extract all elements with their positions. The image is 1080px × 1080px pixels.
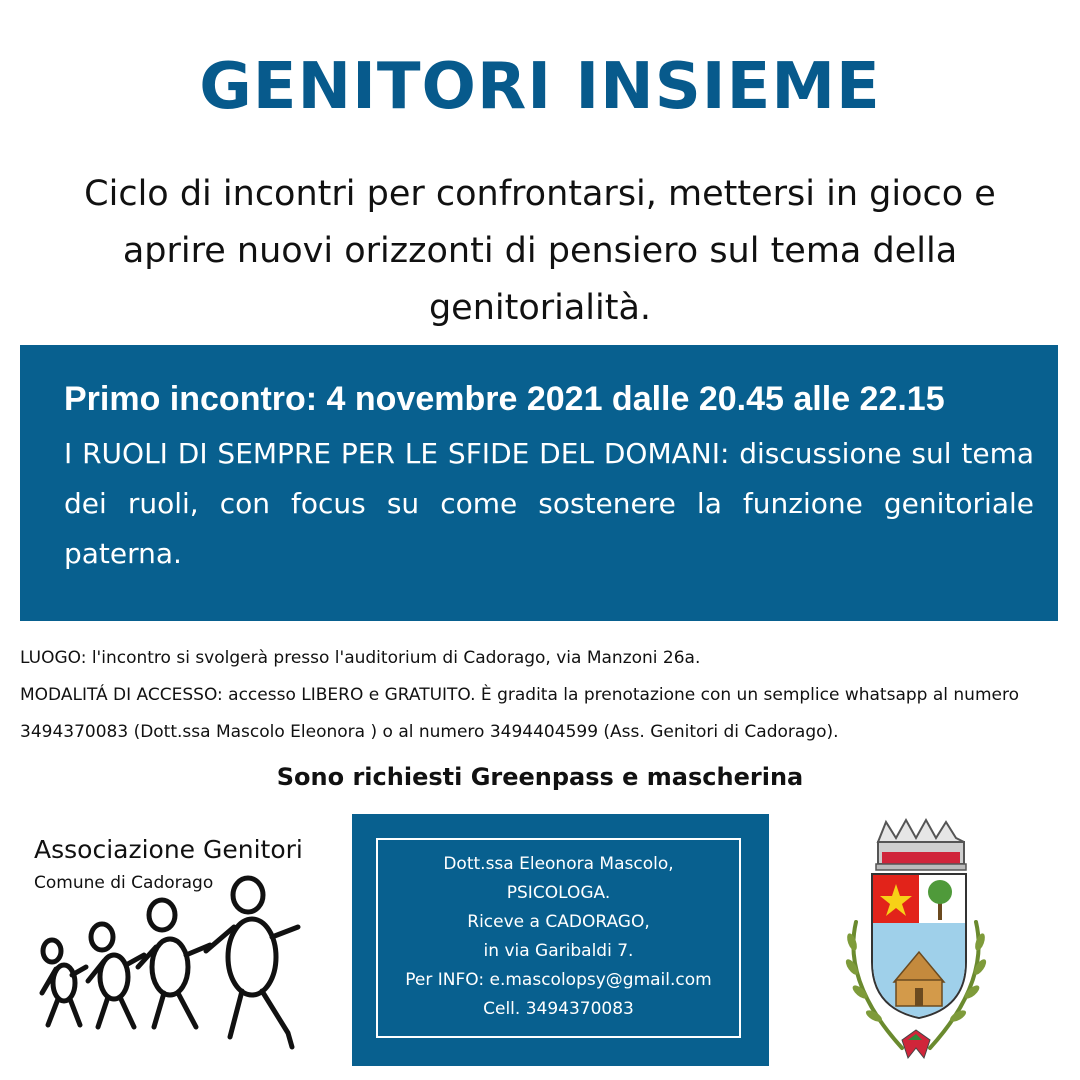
crown-icon (876, 820, 966, 870)
association-subtitle: Comune di Cadorago (34, 873, 214, 893)
coat-of-arms-icon (822, 812, 1010, 1068)
event-box (20, 345, 1058, 621)
event-description: I RUOLI DI SEMPRE PER LE SFIDE DEL DOMANI: discussione sul tema dei ruoli, con focus su come sostenere la funzione genitoriale paterna. (64, 437, 1034, 570)
contact-email-line: Per INFO: e.mascolopsy@gmail.com (405, 970, 712, 990)
requirements-text: Sono richiesti Greenpass e mascherina (276, 763, 804, 791)
family-stick-figures-icon (30, 875, 330, 1050)
contact-line: in via Garibaldi 7. (483, 941, 634, 961)
contact-phone-line: Cell. 3494370083 (483, 999, 634, 1019)
contact-box (352, 814, 769, 1066)
subtitle (40, 166, 1040, 337)
event-date: Primo incontro: 4 novembre 2021 dalle 20.45 alle 22.15 (64, 380, 945, 418)
association-name: Associazione Genitori (34, 835, 303, 864)
subtitle-line: aprire nuovi orizzonti di pensiero sul tema della (122, 231, 958, 271)
association-logo (30, 835, 340, 1045)
contact-line: PSICOLOGA. (506, 883, 611, 903)
subtitle-line: genitorialità. (428, 288, 652, 328)
contact-line: Dott.ssa Eleonora Mascolo, (443, 854, 674, 874)
page-title: GENITORI INSIEME (199, 50, 881, 124)
location-text: LUOGO: l'incontro si svolgerà presso l'auditorium di Cadorago, via Manzoni 26a. (20, 648, 701, 668)
access-text: MODALITÁ DI ACCESSO: accesso LIBERO e GRATUITO. È gradita la prenotazione con un semplice whatsapp al numero 3494370083 (Dott.ssa Mascolo Eleonora ) o al numero 3494404599 (Ass. Genitori di Cadorago). (20, 685, 1019, 742)
shield-icon (872, 874, 966, 1018)
info-section (20, 640, 1070, 751)
contact-line: Riceve a CADORAGO, (467, 912, 650, 932)
contact-card (376, 838, 741, 1038)
subtitle-line: Ciclo di incontri per confrontarsi, mettersi in gioco e (84, 174, 996, 214)
